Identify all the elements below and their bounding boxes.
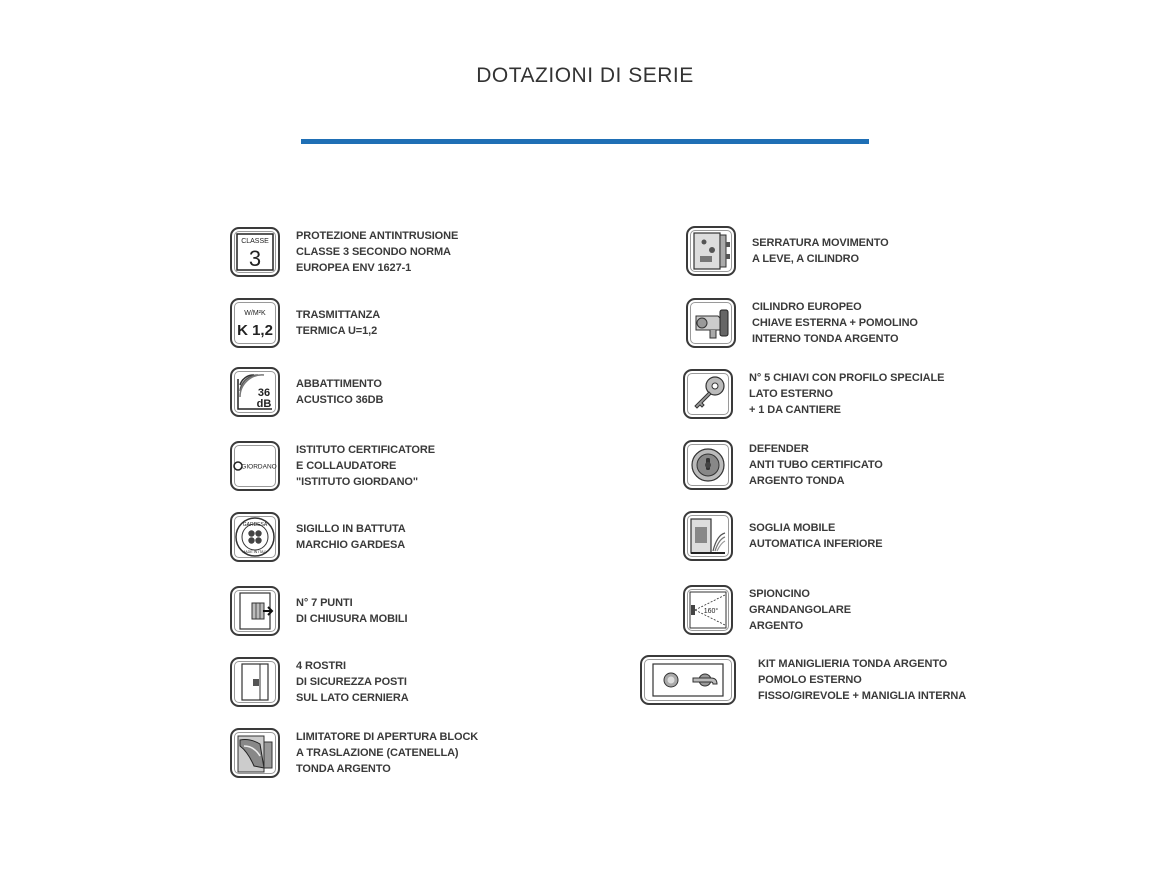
feature-text xyxy=(752,235,889,267)
feature-text xyxy=(749,441,883,489)
feature-line: ABBATTIMENTO xyxy=(296,378,382,390)
feature-line: SERRATURA MOVIMENTO xyxy=(752,237,889,249)
feature-line: MARCHIO GARDESA xyxy=(296,539,406,551)
feature-handle-kit xyxy=(640,655,966,705)
feature-text xyxy=(296,729,478,777)
door-limiter-icon xyxy=(230,728,280,778)
feature-text xyxy=(296,595,407,627)
feature-text xyxy=(296,307,380,339)
feature-line: GRANDANGOLARE xyxy=(749,604,851,616)
feature-acoustic xyxy=(230,367,383,417)
feature-keys xyxy=(683,369,944,419)
feature-text xyxy=(749,370,944,418)
feature-line: TRASMITTANZA xyxy=(296,309,381,321)
thermal-icon-value: K 1,2 xyxy=(237,322,273,339)
door-threshold-icon xyxy=(683,511,733,561)
feature-line: TONDA ARGENTO xyxy=(296,763,391,775)
feature-text xyxy=(749,586,851,634)
feature-line: SIGILLO IN BATTUTA xyxy=(296,523,406,535)
feature-line: ARGENTO TONDA xyxy=(749,475,845,487)
feature-text xyxy=(296,658,409,706)
feature-text xyxy=(296,376,383,408)
feature-line: A LEVE, A CILINDRO xyxy=(752,253,859,265)
feature-line: KIT MANIGLIERIA TONDA ARGENTO xyxy=(758,658,948,670)
gardesa-icon-label: GARDESA xyxy=(242,522,268,528)
feature-text xyxy=(296,228,458,276)
gardesa-icon-origin: MADE IN ITALY xyxy=(242,550,268,554)
page-title: DOTAZIONI DI SERIE xyxy=(476,64,694,87)
defender-icon xyxy=(683,440,733,490)
feature-text xyxy=(296,442,435,490)
peephole-icon-angle: 160° xyxy=(703,608,719,615)
thermal-transmittance-icon xyxy=(230,298,280,348)
feature-gardesa xyxy=(230,512,406,562)
class3-icon-label: CLASSE xyxy=(241,238,269,245)
acoustic-icon-unit: dB xyxy=(256,398,272,410)
key-icon xyxy=(683,369,733,419)
feature-line: DEFENDER xyxy=(749,443,809,455)
class3-icon-number: 3 xyxy=(248,246,262,271)
acoustic-icon-number: 36 xyxy=(257,387,271,399)
feature-line: E COLLAUDATORE xyxy=(296,460,397,472)
feature-line: N° 7 PUNTI xyxy=(296,597,353,609)
feature-line: "ISTITUTO GIORDANO" xyxy=(296,476,418,488)
feature-lock xyxy=(686,226,889,276)
feature-giordano xyxy=(230,441,435,491)
class3-icon xyxy=(230,227,280,277)
feature-cylinder xyxy=(686,298,918,348)
feature-line: DI CHIUSURA MOBILI xyxy=(296,613,408,625)
feature-line: ARGENTO xyxy=(749,620,804,632)
thermal-icon-unit: W/M²K xyxy=(244,310,266,317)
feature-line: EUROPEA ENV 1627-1 xyxy=(296,262,412,274)
feature-locking-points xyxy=(230,586,407,636)
feature-line: POMOLO ESTERNO xyxy=(758,674,862,686)
cylinder-icon xyxy=(686,298,736,348)
feature-text xyxy=(749,520,882,552)
feature-text xyxy=(752,299,918,347)
lock-mechanism-icon xyxy=(686,226,736,276)
gardesa-seal-icon xyxy=(230,512,280,562)
locking-points-icon xyxy=(230,586,280,636)
feature-peephole xyxy=(683,585,851,635)
feature-text xyxy=(758,656,966,704)
feature-line: CHIAVE ESTERNA + POMOLINO xyxy=(752,317,918,329)
feature-class3 xyxy=(230,227,458,277)
feature-line: CLASSE 3 SECONDO NORMA xyxy=(296,246,451,258)
feature-threshold xyxy=(683,511,882,561)
feature-line: 4 ROSTRI xyxy=(296,660,346,672)
hinge-bolts-icon xyxy=(230,657,280,707)
handle-kit-icon xyxy=(640,655,736,705)
feature-line: INTERNO TONDA ARGENTO xyxy=(752,333,899,345)
feature-line: AUTOMATICA INFERIORE xyxy=(749,538,883,550)
feature-line: LATO ESTERNO xyxy=(749,388,833,400)
peephole-icon xyxy=(683,585,733,635)
feature-line: ACUSTICO 36DB xyxy=(296,394,384,406)
feature-line: DI SICUREZZA POSTI xyxy=(296,676,407,688)
feature-line: N° 5 CHIAVI CON PROFILO SPECIALE xyxy=(749,372,945,384)
feature-line: A TRASLAZIONE (CATENELLA) xyxy=(296,747,459,759)
title-underline xyxy=(301,139,869,144)
feature-line: LIMITATORE DI APERTURA BLOCK xyxy=(296,731,479,743)
acoustic-icon xyxy=(230,367,280,417)
feature-line: TERMICA U=1,2 xyxy=(296,325,378,337)
giordano-logo-icon xyxy=(230,441,280,491)
feature-text xyxy=(296,521,406,553)
feature-line: FISSO/GIREVOLE + MANIGLIA INTERNA xyxy=(758,690,967,702)
feature-line: ISTITUTO CERTIFICATORE xyxy=(296,444,435,456)
giordano-icon-label: GIORDANO xyxy=(241,463,277,471)
feature-limiter xyxy=(230,728,478,778)
feature-line: SUL LATO CERNIERA xyxy=(296,692,409,704)
feature-line: CILINDRO EUROPEO xyxy=(752,301,862,313)
feature-line: SPIONCINO xyxy=(749,588,810,600)
feature-line: SOGLIA MOBILE xyxy=(749,522,836,534)
feature-defender xyxy=(683,440,883,490)
feature-thermal xyxy=(230,298,380,348)
feature-line: + 1 DA CANTIERE xyxy=(749,404,841,416)
feature-line: ANTI TUBO CERTIFICATO xyxy=(749,459,883,471)
feature-line: PROTEZIONE ANTINTRUSIONE xyxy=(296,230,459,242)
feature-hinge-bolts xyxy=(230,657,409,707)
